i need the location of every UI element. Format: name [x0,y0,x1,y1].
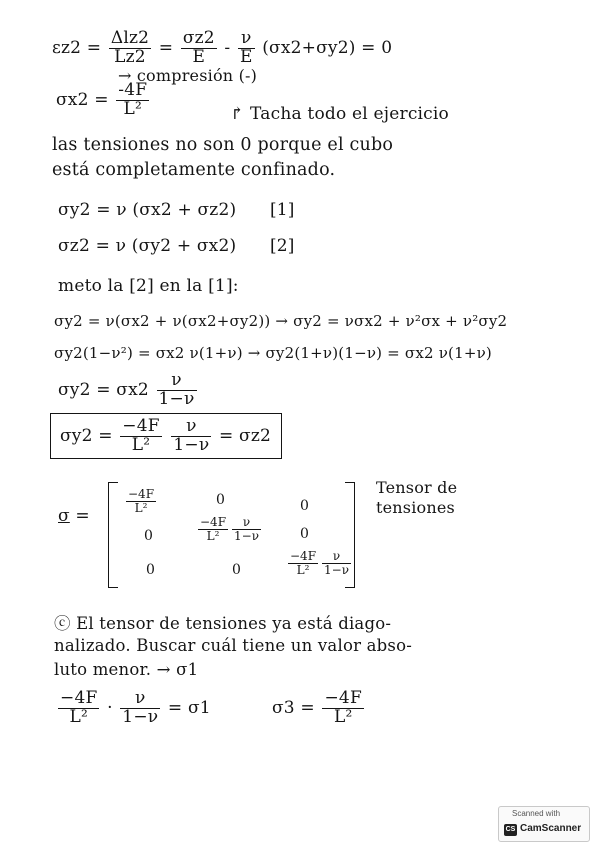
sigma-3-lhs: σ3 = [272,697,315,718]
part-c-line-1: ⓒ El tensor de tensiones ya está diago- [54,614,392,633]
frac-numerator: −4F [200,515,227,529]
frac-denominator: L² [296,562,310,577]
matrix-cell-1-2: 0 [216,492,225,508]
part-c-line-3: luto menor. → σ1 [54,660,199,679]
matrix-cell-1-1 [124,488,158,514]
boxed-fraction-2 [171,418,211,455]
frac-numerator: −4F [122,416,160,436]
equation-1 [58,200,295,220]
frac-denominator: 1−ν [324,562,349,577]
delta-l-fraction [109,30,151,67]
equation-2-expr: σz2 = ν (σy2 + σx2) [58,236,237,256]
frac-numerator: −4F [60,688,98,708]
matrix-cell-3-3 [286,550,353,576]
substitution-note: meto la [2] en la [1]: [58,276,239,296]
derivation-line-2: σy2(1−ν²) = σx2 ν(1+ν) → σy2(1+ν)(1−ν) = σx2 ν(1+ν) [54,344,492,362]
frac-denominator: L² [134,500,148,515]
sigma-over-e-fraction [181,30,217,67]
final-fraction-1 [58,690,99,727]
tensor-label-line-1: Tensor de [376,478,458,497]
boxed-result [60,418,271,455]
frac-denominator: 1−ν [158,388,195,409]
frac-denominator: E [192,46,206,67]
frac-numerator: σz2 [182,28,215,48]
frac-numerator: Δlz2 [110,28,150,48]
frac-denominator: L² [69,706,88,727]
matrix-cell-2-3: 0 [300,526,309,542]
nu-fraction [157,372,197,409]
frac-denominator: 1−ν [122,706,159,727]
matrix-cell-2-1: 0 [144,528,153,544]
dot-operator: · [107,697,113,718]
tensor-label-line-2: tensiones [376,498,455,517]
camscanner-watermark [498,806,590,842]
sigma-x2-equation [56,82,151,119]
matrix-cell-3-1: 0 [146,562,155,578]
tensor-sigma: σ [58,506,70,526]
stamp-brand: CamScanner [520,823,582,834]
equation-1-tag: [1] [269,200,295,220]
frac-numerator: ν [120,690,160,709]
sigma-1-result [56,690,211,727]
strike-note: ↱ Tacha todo el ejercicio [230,104,449,124]
equation-1-expr: σy2 = ν (σx2 + σz2) [58,200,237,220]
part-c-line-2: nalizado. Buscar cuál tiene un valor abso- [54,636,412,655]
frac-numerator: ν [232,516,261,530]
frac-numerator: −4F [290,549,317,563]
nu-over-e-fraction [238,30,255,67]
paragraph-line-1: las tensiones no son 0 porque el cubo [52,135,394,155]
frac-numerator: ν [157,372,197,391]
sigma-x2-fraction [116,82,149,119]
equation-2-tag: [2] [269,236,295,256]
final-fraction-2 [120,690,160,727]
final-fraction-3 [322,690,363,727]
frac-denominator: 1−ν [234,528,259,543]
frac-numerator: ν [322,550,351,564]
matrix-left-bracket [108,482,118,588]
minus-sign: - [224,37,231,58]
strain-tail: (σx2+σy2) = 0 [262,37,393,58]
frac-numerator: -4F [118,80,148,100]
sigma-1-label: = σ1 [167,697,211,718]
frac-denominator: L² [206,528,220,543]
tensor-symbol [58,506,90,526]
frac-numerator: ν [171,418,211,437]
frac-denominator: L² [123,98,142,119]
equation-2 [58,236,295,256]
frac-numerator: −4F [324,688,362,708]
frac-denominator: L² [131,434,151,455]
frac-numerator: ν [238,30,255,49]
frac-denominator: 1−ν [173,434,210,455]
equals-sign: = [158,37,174,58]
frac-denominator: E [239,46,253,67]
derivation-line-3 [58,372,199,409]
strain-equation [52,30,392,67]
stamp-caption: Scanned with [512,809,561,818]
boxed-fraction-1 [120,418,161,455]
sigma-x2-lhs: σx2 = [56,89,109,110]
compression-note: → compresión (-) [118,66,258,85]
derivation-line-1: σy2 = ν(σx2 + ν(σx2+σy2)) → σy2 = νσx2 + ν²σx + ν²σy2 [54,312,508,330]
matrix-cell-3-2: 0 [232,562,241,578]
frac-numerator: −4F [128,487,155,501]
boxed-lhs: σy2 = [60,425,113,446]
matrix-cell-1-3: 0 [300,498,309,514]
tensor-equals: = [75,506,90,526]
camscanner-logo-icon: CS [504,824,517,836]
matrix-cell-2-2 [196,516,263,542]
frac-denominator: L² [333,706,353,727]
frac-denominator: Lz2 [114,46,146,67]
derivation-3-lhs: σy2 = σx2 [58,379,149,400]
strain-lhs: εz2 = [52,37,102,58]
boxed-rhs: = σz2 [218,425,272,446]
paragraph-line-2: está completamente confinado. [52,160,336,180]
sigma-3-result [272,690,366,727]
